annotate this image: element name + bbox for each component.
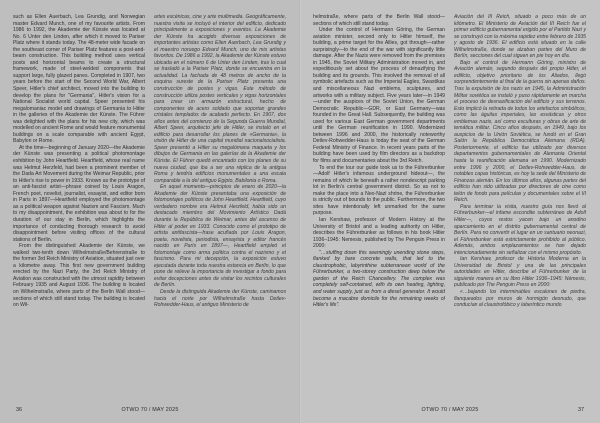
english-column <box>313 14 445 399</box>
spine-gutter <box>299 0 301 423</box>
right-page <box>300 0 600 423</box>
paragraph: such as Ellen Auerbach, Lea Grundig, and Norwegian master Edvard Munch, one of my favourite artists. From 1986 to 1992, the Akademie der Künste was located at No. 6 Unter den Linden, after which it moved to Pariser Platz where it stands today. The 48-meter wide facade on the southeast corner of Pariser Platz features a post-and-beam construction. This building method uses vertical posts and horizontal beams to create a structural framework, made of steel-welded components that support large, fully glazed panes. Completed in 1907, two years before the start of the Second World War, Albert Speer, Hitler's chief architect, moved into the building to develop the plans for "Germania", Hitler's vision for a National Socialist world capital. Speer presented his megalomaniac model and drawings of Germania to Hitler in the galleries of the Akademie der Künste. The Führer was delighted with the plans for his new city, which was modelled on ancient Rome and would feature monumental buildings on a scale comparable with ancient Egypt, Babylon or Rome. <box>13 14 145 145</box>
paragraph: Ian Kershaw, profesor de Historia Moderna en la Universidad de Bristol y una de las principales autoridades en Hitler, describe el Führerbunker de la siguiente manera en su libro Hitler 1936–1945: Némesis, publicado por The Penguin Press en 2000: <box>454 256 586 289</box>
page-number: 37 <box>578 407 584 413</box>
paragraph: Desde la distinguida Akademie der Künste, caminamos hacia el norte por Wilhelmstraße hasta Detlev-Rohwedder-Haus, el antiguo Ministerio de <box>154 288 286 309</box>
spanish-column <box>454 14 586 399</box>
magazine-issue: OTWO 70 / MAY 2025 <box>421 407 479 413</box>
quote-paragraph: «…bajando los interminables escalones de piedra, flanqueados por muros de hormigón desnudo, que conducían al claustrofóbico y laberíntico mundo <box>454 288 586 309</box>
quote-paragraph: "…stuffing down this seemingly unending stone steps, flanked by bare concrete walls, that led to the claustrophobic, labyrinthine subterranean world of the Führerbunker, a two-storey construction deep below the garden of the Reich Chancellery. The complex was completely self-contained, with its own heating, lighting, and water supply, just as from a diesel generator. It would become a macabre domicile for the remaining weeks of Hitler's life". <box>313 249 445 309</box>
paragraph: To end the tour our guide took us to the Führerbunker —Adolf Hitler's infamous underground hideout—, the remains of which lie beneath a rather nondescript parking lot in Berlin's central government district. So as not to make the place into a Neo-Nazi shrine, the Führerbunker is strictly out of bounds to the public. Furthermore, the two sites have intentionally left unmarked for the same purpose. <box>313 164 445 217</box>
paragraph: Ian Kershaw, professor of Modern History at the University of Bristol and a leading authority on Hitler, describes the Führerbunker as follows in his book Hitler 1936–1945: Nemesis, published by The Penguin Press in 2000: <box>313 216 445 250</box>
right-page-columns <box>313 14 587 399</box>
paragraph: artes escénicas, cine y arte multimedia. Geográficamente, nuestra visita se incluyó el interior del edificio, dedicado principalmente a exposiciones y eventos. La Akademie der Künste ha acogido diversas exposiciones de importantes artistas como Ellen Auerbach, Lea Grundig y el maestro noruego Edvard Munch, uno de mis artistas favoritos. De 1986 a 1992, la Akademie der Künste estuvo ubicada en el número 6 de Unter den Linden, tras lo cual se trasladó a la Pariser Platz, donde se encuentra en la actualidad. La fachada de 48 metros de ancho de la esquina sureste de la Pariser Platz presenta una construcción de postes y vigas. Este método de construcción utiliza postes verticales y vigas horizontales para crear un armazón estructural, hecho de componentes de acero soldado que soportan grandes cristales templados de acabado perfecto. En 1907, dos años antes del comienzo de la Segunda Guerra Mundial, Albert Speer, arquitecto jefe de Hitler, se instaló en el edificio para desarrollar los planes de «Germania», la visión de Hitler de una capital mundial nacionalsocialista. Speer presentó a Hitler su megalómana maqueta y los dibujos de Germania en las galerías de la Akademie der Künste. El Führer quedó encantado con los planes de su nueva ciudad, que iba a ser una réplica de la antigua Roma y tendría edificios monumentales a una escala comparable a la del antiguo Egipto, Babilonia o Roma. <box>154 14 286 184</box>
paragraph: At the time—beginning of January 2020—the Akademie der Künste was presenting a political photomontage exhibition by John Heartfield. Heartfield, whose real name was Helmut Herzfeld, had been a prominent member of the Dada Art Movement during the Weimar Republic, prior to Hitler's rise to power in 1933. Known as the prototype of an anti-fascist artist—phrase coined by Louis Aragon, French poet, novelist, journalist, essayist, and editor born in Paris in 1897—Heartfield employed the photomontage as a political weapon against Nazism and Fascism. Much to my disappointment, the exhibition was about to for the duration of our stay in Berlin, which highlights the importance of conducting thorough research to avoid disappointment before visiting offices of the cultural stations of Berlin. <box>13 144 145 243</box>
spanish-column <box>154 14 286 399</box>
paragraph: En aquel momento—principios de enero de 2020—la Akademie der Künste presentaba una exposición de fotomontajes políticos de John Heartfield. Heartfield, cuyo verdadero nombre era Helmut Herzfeld, había sido un destacado miembro del Movimiento Artístico Dadá durante la República de Weimar, antes del ascenso de Hitler al poder en 1933. Conocido como el prototipo de artista antifascista—frase acuñada por Louis Aragon, poeta, novelista, periodista, ensayista y editor francés nacido en París en 1897—, Heartfield empleó el fotomontaje como arma política contra el nazismo y el fascismo. Para mi decepción, la exposición estuvo ejecutada durante toda nuestra estancia en Berlín, lo que pone de relieve la importancia de investigar a fondo para evitar decepciones antes de visitar los recintos culturales de Berlín. <box>154 184 286 289</box>
paragraph: From the distinguished Akademie der Künste, we walked two-tenth down Wilhelmstraße/Behrenstraße to the former 3rd Reich Ministry of Aviation, situated just over a kilometre away. This first new government building erected by the Nazi Party, the 3rd Reich Ministry of Aviation was constructed with the utmost rapidity between February 1935 and August 1936. The building is located on Wilhelmstraße, where parts of the Berlin Wall stood—sections of which still stand today. The building is located on Wil- <box>13 243 145 309</box>
paragraph: helmstraße, where parts of the Berlin Wall stood—sections of which still stand today. <box>313 14 445 27</box>
left-page-columns <box>13 14 287 399</box>
page-footer <box>13 405 287 413</box>
paragraph: Para terminar la visita, nuestro guía nos llevó al Führerbunker—el infame escondite subterráneo de Adolf Hitler—, cuyos restos yacen bajo un anodino aparcamiento en el distrito gubernamental central de Berlín. Para no convertir el lugar en un santuario neonazi, el Führerbunker está estrictamente prohibido al público. Además, ambos emplazamientos se han dejado intencionadamente sin señalizar con el mismo propósito. <box>454 203 586 256</box>
page-footer <box>313 405 587 413</box>
page-number: 36 <box>16 407 22 413</box>
paragraph: Under the control of Hermann Göring, the German aviation minister, second only to Hitler himself, the building, a prime target for the Allies, got through—rather surprisingly—to the end of the war with significantly little damage. After the Nazis were removed from the premises in 1945, the Soviet Military Administration moved in, and expeditiously set about the process of denazifying the building and its grounds. This involved the removal of all symbolic artefacts such as the Imperial Eagles, Swastikas and miscellaneous Nazi emblems, sculptures, and artworks with a military subject. Five years later—in 1949—under the auspices of the Soviet Union, the German Democratic Republic—GDR, or East Germany—was founded in the Great Hall. Subsequently, the building was used for various East German government departments until the German reunification in 1990. Modernized between 1996 and 2000, the historically noteworthy Detlev-Rohwedder-Haus is today the seat of the German Federal Ministry of Finance. In recent years parts of the building have been used by film directors as a backdrop for films and documentaries about the 3rd Reich. <box>313 27 445 165</box>
paragraph: Bajo el control de Hermann Göring, ministro de Aviación alemán, segundo después del propio Hitler, el edificio, objetivo prioritario de los Aliados, llegó sorprendentemente al final de la guerra sin apenas daños. Tras la expulsión de los nazis en 1945, la Administración Militar soviética se instaló y puso rápidamente en marcha el proceso de desnazificación del edificio y sus terrenos. Esto implicó la retirada de todos los artefactos simbólicos, como las águilas imperiales, las esvásticas y otros emblemas nazis, así como esculturas y obras de arte de temática militar. Cinco años después, en 1949, bajo los auspicios de la Unión Soviética, se fundó en el Gran Salón la República Democrática Alemana (RDA). Posteriormente, el edificio fue utilizado por diversos departamentos gubernamentales de Alemania Oriental hasta la reunificación alemana en 1990. Modernizado entre 1996 y 2000, el Detlev-Rohwedder-Haus, de notables capas históricas, es hoy la sede del Ministerio de Finanzas alemán. En los últimos años, algunas partes del edificio han sido utilizadas por directores de cine como telón de fondo para películas y documentales sobre el III Reich. <box>454 59 586 204</box>
english-column <box>13 14 145 399</box>
paragraph: Aviación del III Reich, situado a poco más de un kilómetro. El Ministerio de Aviación del III Reich fue el primer edificio gubernamental erigido por el Partido Nazi y se construyó con la máxima rapidez entre febrero de 1935 y agosto de 1936. El edificio está situado en la calle Wilhelmstraße, donde se alzaban partes del Muro de Berlín, secciones del cual siguen en pie hoy en día. <box>454 14 586 60</box>
magazine-issue: OTWO 70 / MAY 2025 <box>121 407 179 413</box>
